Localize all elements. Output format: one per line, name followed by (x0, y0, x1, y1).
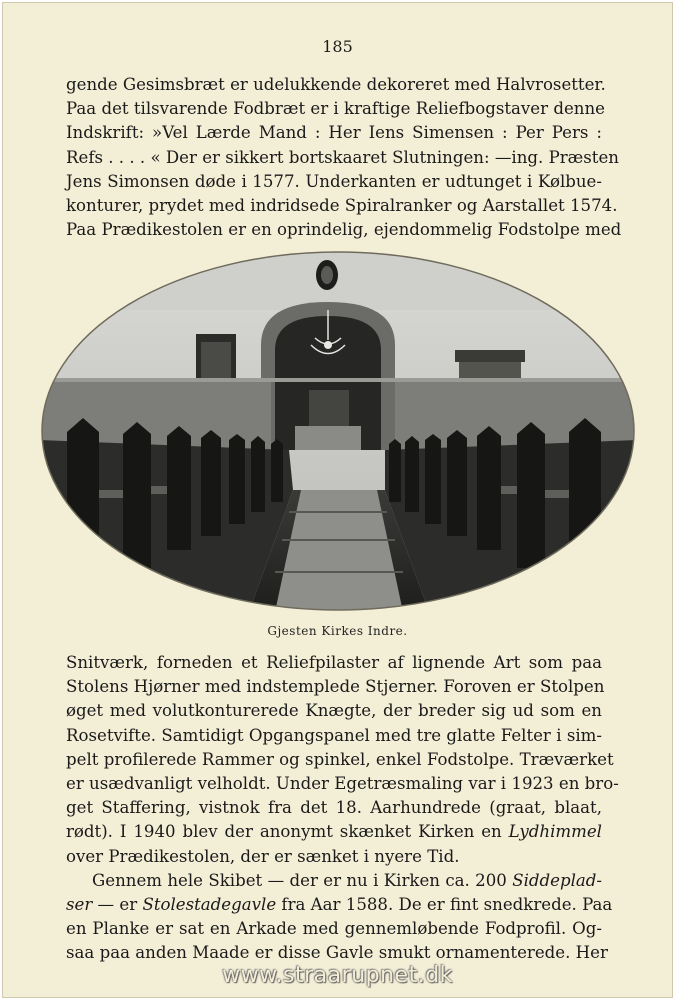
italic-term: ser (66, 894, 93, 914)
italic-term: Lydhimmel (508, 822, 602, 842)
text-line: Indskrift: »Vel Lærde Mand : Her Iens Simensen : Per Pers : (66, 123, 602, 143)
text-line: gende Gesimsbræt er udelukkende dekoreret med Halvrosetter. (66, 75, 606, 94)
text-line: Jens Simonsen døde i 1577. Underkanten er udtunget i Kølbue- (66, 171, 602, 191)
text-line: saa paa anden Maade er disse Gavle smukt ornamenterede. Her (66, 943, 608, 963)
text-line: Paa Prædikestolen er en oprindelig, ejendommelig Fodstolpe med (66, 220, 622, 240)
text-line: Snitværk, forneden et Reliefpilaster af lignende Art som paa (66, 653, 602, 672)
text-line: en Planke er sat en Arkade med gennemløbende Fodprofil. Og- (66, 919, 602, 939)
text-line: Paa det tilsvarende Fodbræt er i kraftige Reliefbogstaver denne (66, 99, 605, 119)
text-line: konturer, prydet med indridsede Spiralranker og Aarstallet 1574. (66, 195, 618, 215)
book-page (2, 2, 673, 998)
italic-term: Stolestadegavle (142, 894, 277, 914)
text-line: over Prædikestolen, der er sænket i nyere Tid. (66, 846, 460, 866)
text-run: Gennem hele Skibet — der er nu i Kirken ca. 200 (92, 870, 513, 890)
text-line (66, 820, 602, 844)
text-line (66, 869, 602, 893)
text-line: get Staffering, vistnok fra det 18. Aarhundrede (graat, blaat, (66, 798, 602, 818)
text-run: rødt). I 1940 blev der anonymt skænket Kirken en (66, 822, 509, 842)
page-number: 185 (322, 37, 353, 56)
text-block-top (66, 73, 622, 242)
text-run: fra Aar 1588. De er fint snedkrede. Paa (276, 894, 613, 914)
text-line: Refs . . . . « Der er sikkert bortskaaret Slutningen: —ing. Præsten (66, 147, 619, 167)
text-line: øget med volutkonturerede Knægte, der breder sig ud som en (66, 701, 602, 721)
text-line: Rosetvifte. Samtidigt Opgangspanel med tre glatte Felter i sim- (66, 725, 602, 745)
text-line: Stolens Hjørner med indstemplede Stjerner. Foroven er Stolpen (66, 677, 605, 697)
italic-term: Siddeplad- (512, 870, 602, 890)
text-block-bottom (66, 651, 619, 965)
text-line: pelt profilerede Rammer og spinkel, enkel Fodstolpe. Træværket (66, 749, 614, 769)
text-line (66, 893, 613, 917)
text-line: er usædvanligt velholdt. Under Egetræsmaling var i 1923 en bro- (66, 773, 619, 793)
site-watermark: www.straarupnet.dk (222, 963, 453, 988)
text-run: — er (92, 894, 143, 914)
photo-caption: Gjesten Kirkes Indre. (267, 624, 408, 638)
church-interior-photo (39, 250, 637, 612)
